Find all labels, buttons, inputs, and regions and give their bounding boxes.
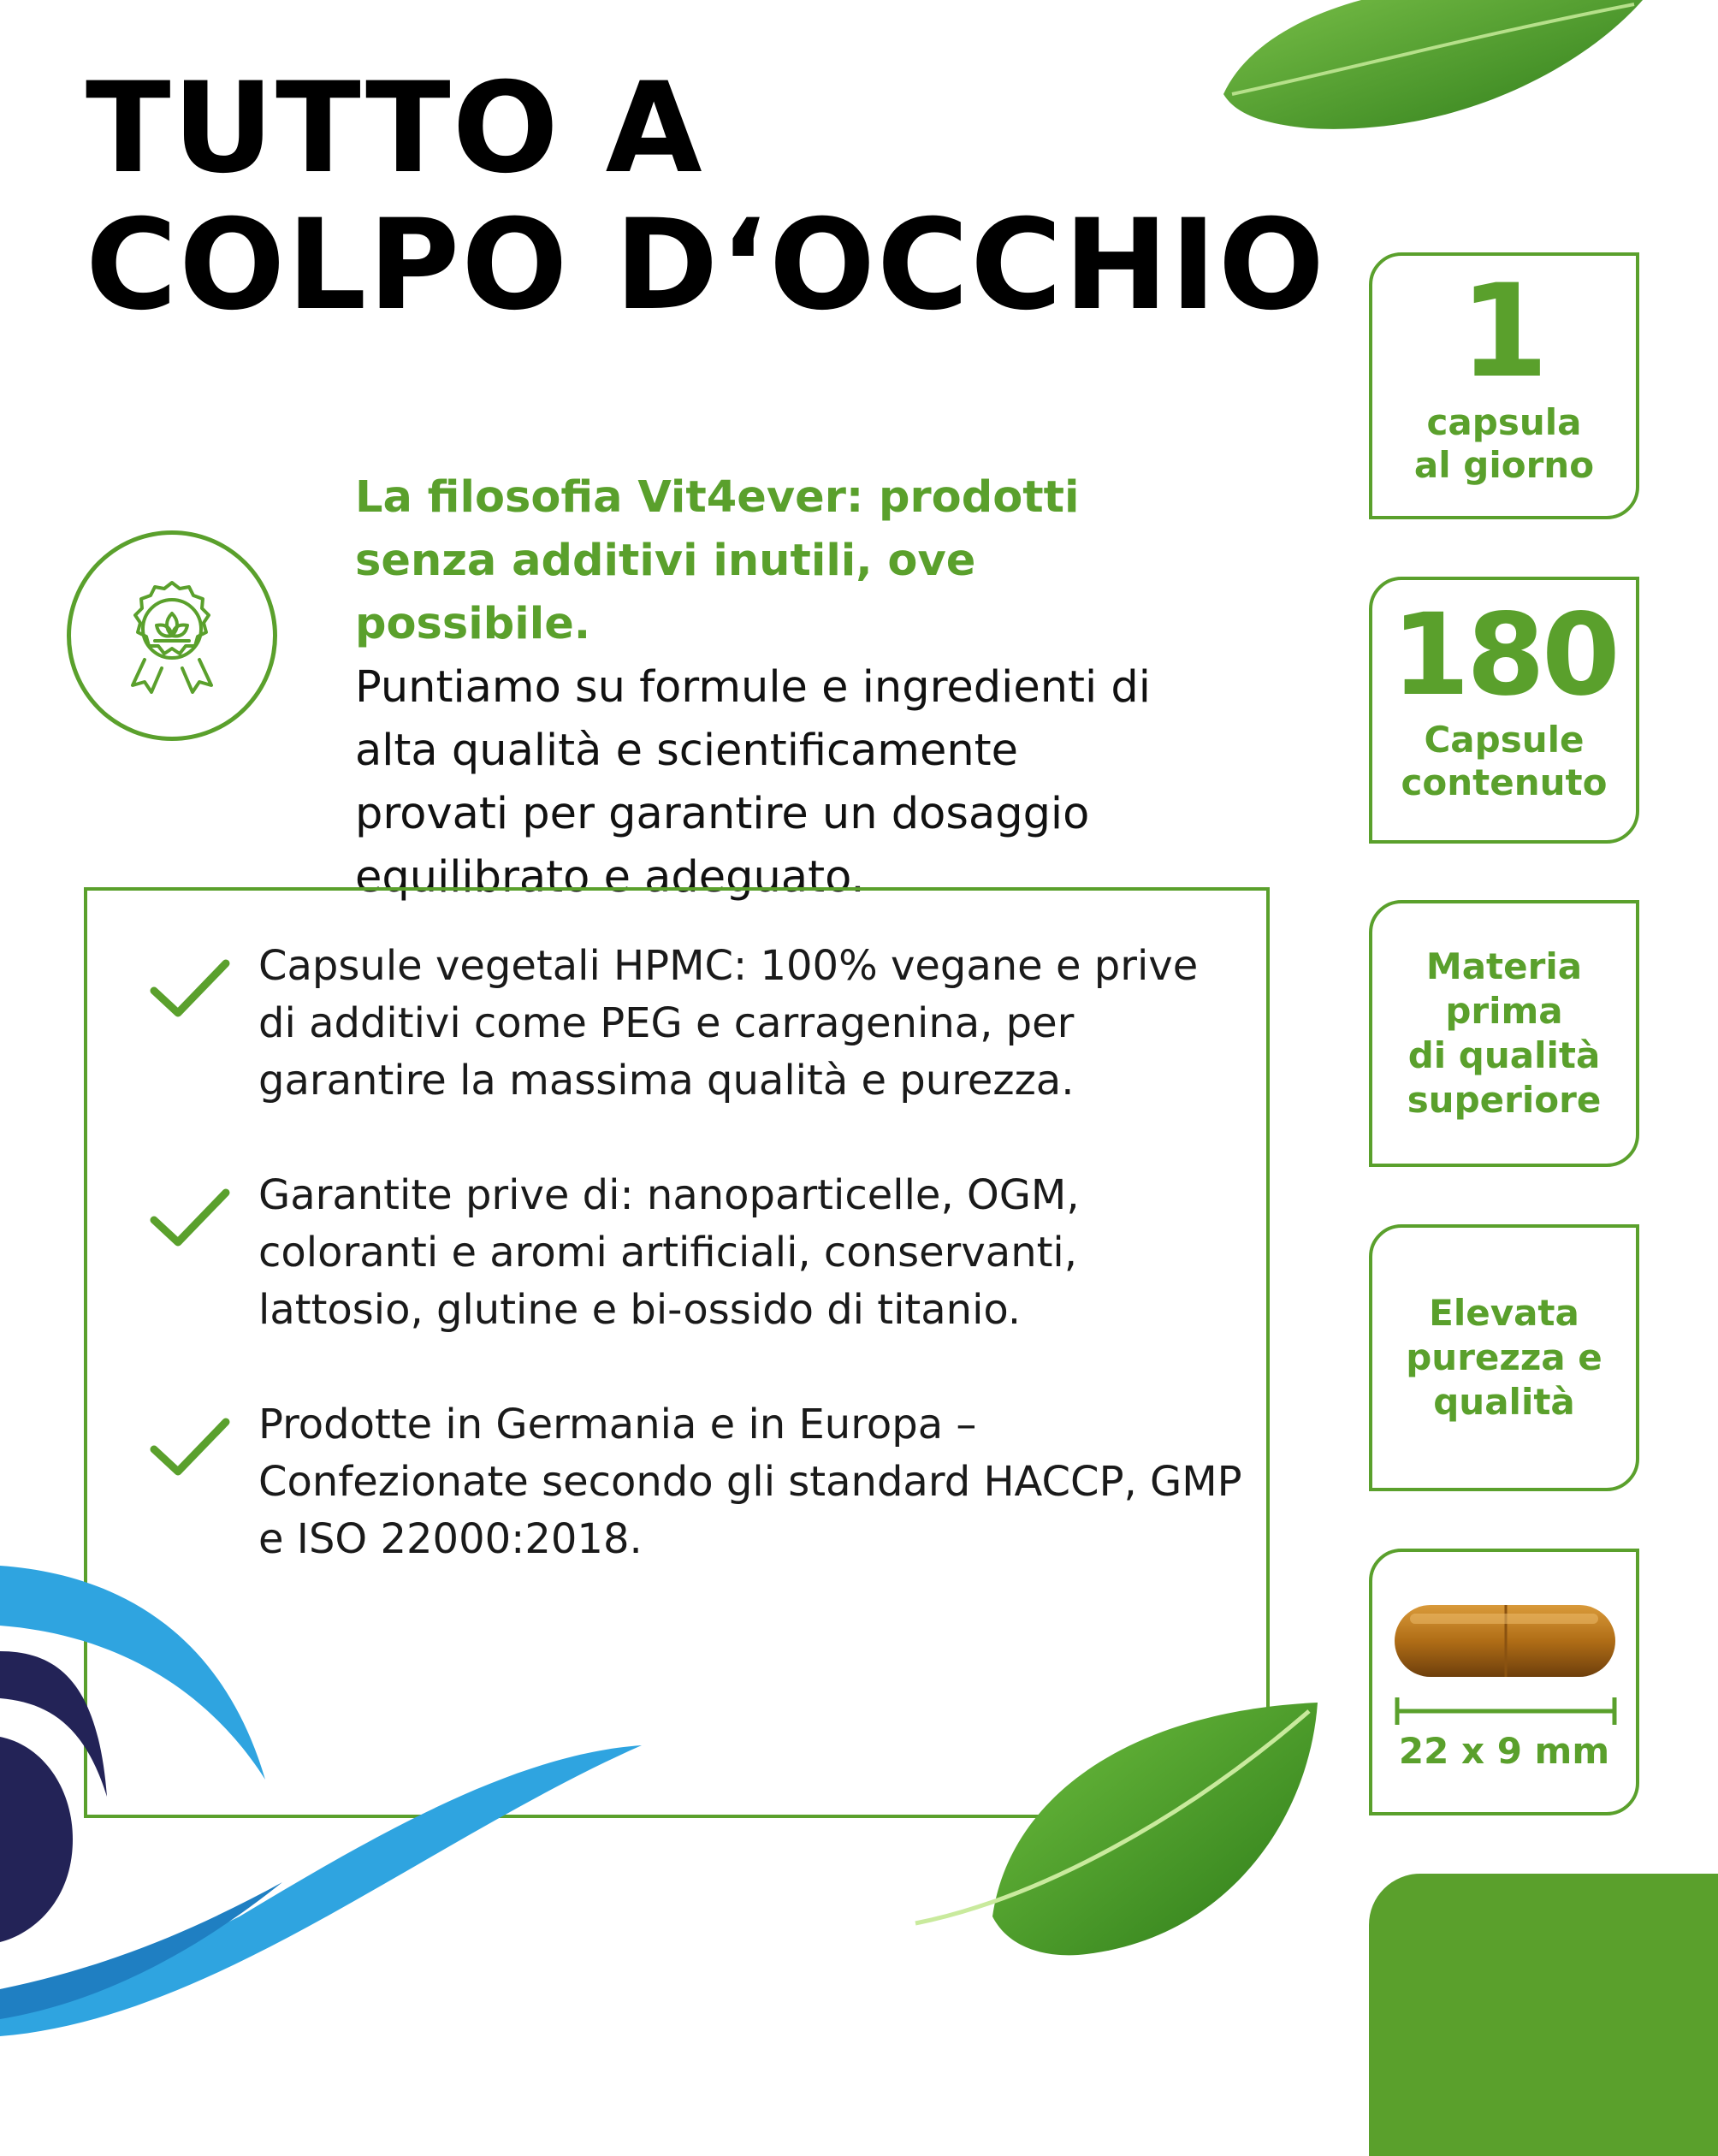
dimension-bar-icon (1395, 1694, 1617, 1728)
card-purity-line-1: Elevata (1429, 1292, 1579, 1334)
card-daily-dose-number: 1 (1459, 258, 1549, 406)
check-icon (147, 955, 233, 1023)
title-line-1: TUTTO A (86, 56, 704, 201)
card-capsule-size (1369, 1549, 1639, 1815)
card-material-line-2: di qualità (1407, 1034, 1601, 1076)
card-daily-dose-line-1: capsula (1426, 401, 1582, 443)
check-icon (147, 1413, 233, 1482)
leaf-bottom-image (907, 1694, 1343, 1968)
feature-text: Garantite prive di: nanoparticelle, OGM, coloranti e aromi artificiali, conservanti, lattosio, glutine e bi-ossido di titanio. (258, 1171, 1080, 1334)
card-daily-dose (1369, 252, 1639, 519)
card-purity-line-2: purezza e (1406, 1336, 1602, 1378)
feature-text: Prodotte in Germania e in Europa – Confezionate secondo gli standard HACCP, GMP e ISO 22000:2018. (258, 1401, 1242, 1563)
green-corner-block (1369, 1874, 1718, 2156)
philosophy-text (355, 466, 1176, 909)
card-capsule-count (1369, 577, 1639, 844)
card-daily-dose-line-2: al giorno (1413, 444, 1595, 486)
card-capsule-count-line-2: contenuto (1401, 761, 1608, 803)
quality-badge-circle (67, 530, 277, 741)
philosophy-lead-line-2: senza additivi inutili, ove possibile. (355, 536, 976, 649)
capsule-size-label: 22 x 9 mm (1398, 1730, 1610, 1772)
card-capsule-count-line-1: Capsule (1424, 719, 1585, 761)
page-title (86, 56, 1326, 338)
card-material-line-1: Materia prima (1425, 945, 1583, 1032)
card-purity-text (1372, 1291, 1636, 1424)
card-material-quality (1369, 900, 1639, 1167)
philosophy-lead-line-1: La filosofia Vit4ever: prodotti (355, 472, 1080, 523)
card-capsule-count-number: 180 (1391, 589, 1617, 721)
card-material-quality-text (1372, 945, 1636, 1122)
title-line-2: COLPO D‘OCCHIO (86, 192, 1326, 338)
card-purity-line-3: qualità (1433, 1381, 1575, 1423)
card-material-line-3: superiore (1407, 1079, 1602, 1121)
feature-text: Capsule vegetali HPMC: 100% vegane e prive di additivi come PEG e carragenina, per garantire la massima qualità e purezza. (258, 942, 1199, 1105)
philosophy-body: Puntiamo su formule e ingredienti di alta qualità e scientificamente provati per garantire un dosaggio equilibrato e adeguato. (355, 662, 1151, 903)
check-icon (147, 1184, 233, 1253)
capsule-icon (1393, 1598, 1617, 1680)
card-purity (1369, 1224, 1639, 1491)
philosophy-lead (355, 466, 1176, 656)
award-badge-icon (114, 578, 230, 694)
eye-logo-graphic (0, 1557, 667, 2036)
